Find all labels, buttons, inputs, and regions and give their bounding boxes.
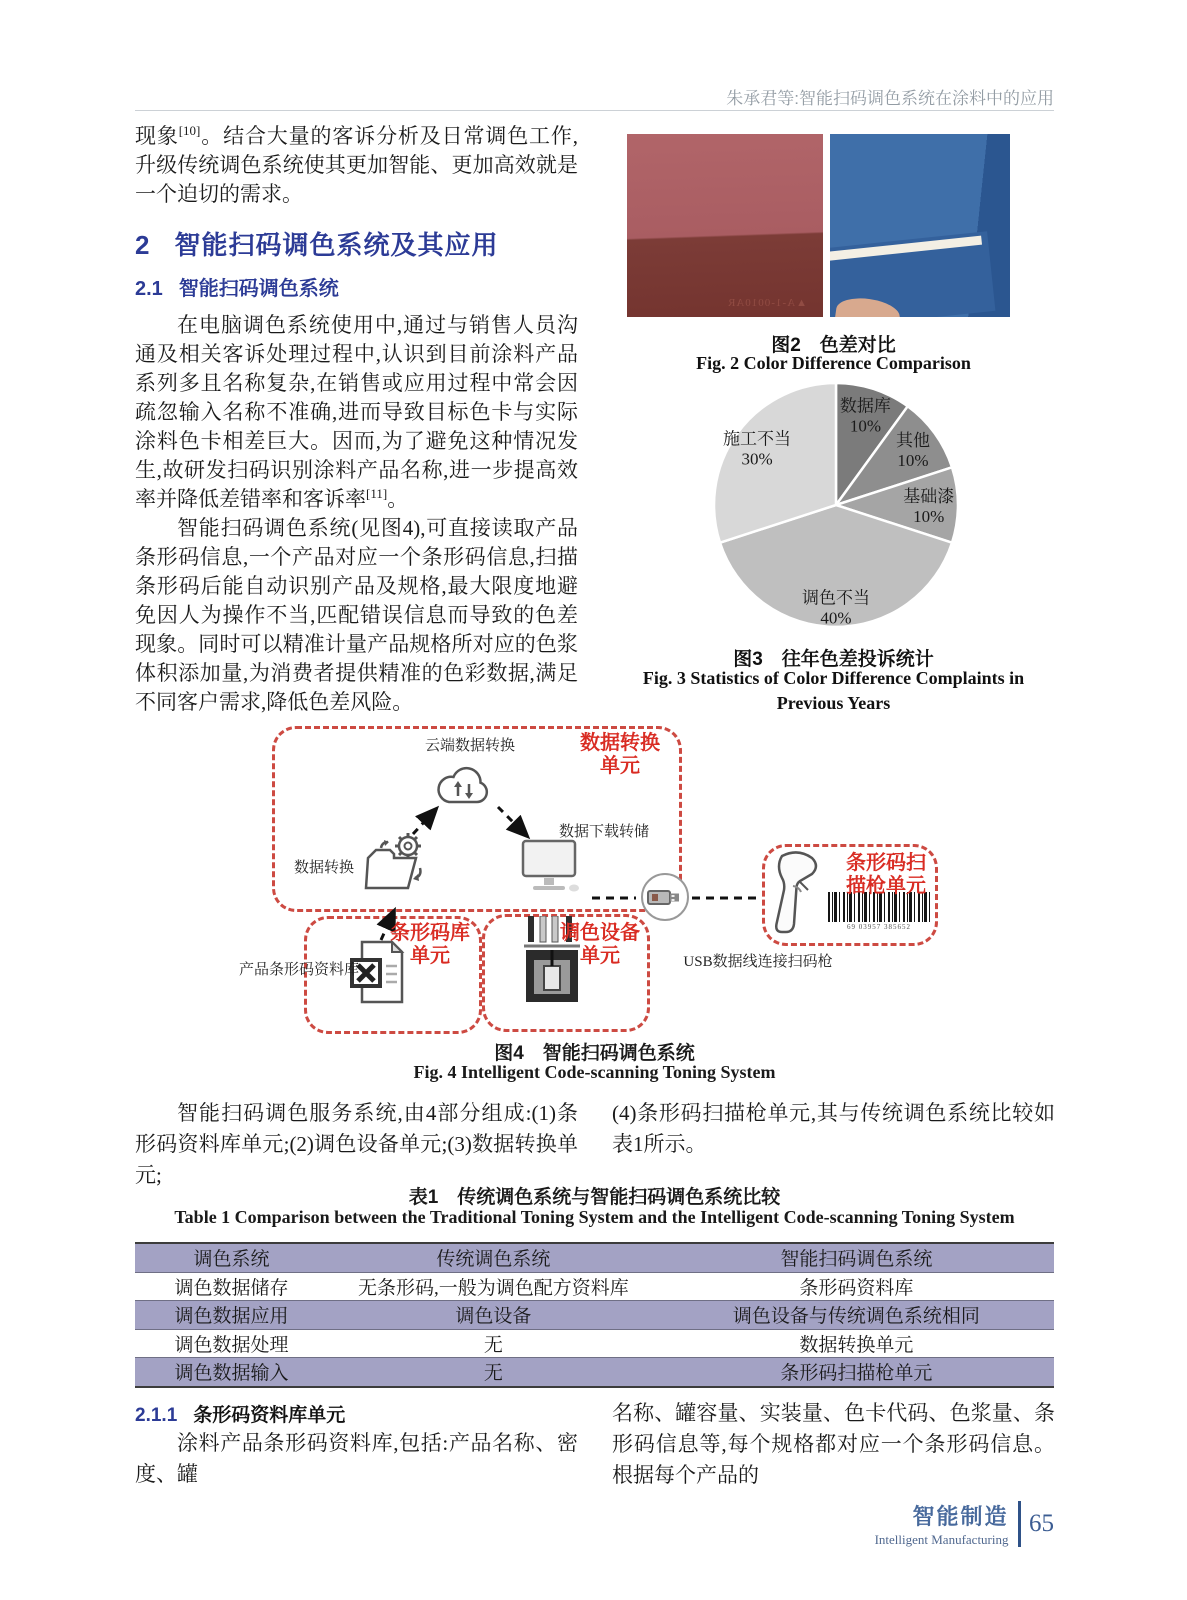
complaints-pie-chart xyxy=(612,372,1055,640)
intro-paragraph: 现象[10]。结合大量的客诉分析及日常调色工作,升级传统调色系统使其更加智能、更加高效就是一个迫切的需求。 xyxy=(135,123,579,206)
figure2-photos xyxy=(627,134,1010,317)
page-number: 65 xyxy=(1029,1510,1054,1537)
barcode-scanner-icon xyxy=(768,850,822,936)
body-paragraph-1: 在电脑调色系统使用中,通过与销售人员沟通及相关客诉处理过程中,认识到目前涂料产品系列多且名称复杂,在销售或应用过程中常会因疏忽输入名称不准确,进而导致目标色卡与实际涂料色卡相差巨大。因而,为了避免这种情况发生,故研发扫码识别涂料产品名称,进一步提高效率并降低差错率和客诉率[11]。 xyxy=(135,313,578,511)
figure3-caption-en-line1: Fig. 3 Statistics of Color Difference Complaints in xyxy=(642,668,1025,688)
section-2-heading: 2 智能扫码调色系统及其应用 xyxy=(135,230,499,260)
table1-caption-zh: 表1 传统调色系统与智能扫码调色系统比较 xyxy=(408,1187,781,1208)
color-card-photo-blue xyxy=(830,134,1010,317)
color-card-photo-red xyxy=(627,134,823,317)
page-footer xyxy=(875,1500,1054,1548)
figure4-caption-en: Fig. 4 Intelligent Code-scanning Toning System xyxy=(413,1062,776,1082)
color-card-code-label: ▲A-1-0010AR xyxy=(727,297,807,309)
table-row: 调色数据处理 无 数据转换单元 xyxy=(135,1329,1054,1358)
table1-caption-en: Table 1 Comparison between the Traditional Toning System and the Intelligent Code-scanning Toning System xyxy=(174,1207,1015,1227)
cloud-sync-icon xyxy=(432,760,494,810)
journal-brand-en: Intelligent Manufacturing xyxy=(874,1532,1009,1547)
header-rule xyxy=(135,110,1054,111)
table-row: 调色数据储存 无条形码,一般为调色配方资料库 条形码资料库 xyxy=(135,1272,1054,1301)
left-column xyxy=(135,122,578,717)
journal-brand-zh: 智能制造 xyxy=(912,1504,1009,1529)
citation-ref-11: [11] xyxy=(366,486,388,501)
figure2-caption-zh: 图2 色差对比 xyxy=(771,335,896,356)
figure4-caption-zh: 图4 智能扫码调色系统 xyxy=(494,1043,695,1064)
footer-divider xyxy=(1018,1501,1022,1547)
scanner-unit-label: 条形码扫 描枪单元 xyxy=(846,852,926,897)
pie-label-2: 基础漆 10% xyxy=(903,487,955,526)
product-barcode-db-label: 产品条形码资料库 xyxy=(238,962,359,978)
composition-paragraph-left: 智能扫码调色服务系统,由4部分组成:(1)条形码资料库单元;(2)调色设备单元;(3)数据转换单元; xyxy=(135,1101,578,1187)
data-download-label: 数据下载转储 xyxy=(558,824,649,840)
section-2-1-1-paragraph-left: 涂料产品条形码资料库,包括:产品名称、密度、罐 xyxy=(135,1431,578,1486)
pie-label-3: 调色不当 40% xyxy=(802,588,870,628)
computer-monitor-icon xyxy=(520,838,582,896)
body-paragraph-2: 智能扫码调色系统(见图4),可直接读取产品条形码信息,一个产品对应一个条形码信息,扫描条形码后能自动识别产品及规格,最大限度地避免因人为操作不当,匹配错误信息而导致的色差现象。同时可以精准计量产品规格所对应的色浆体积添加量,为消费者提供精准的色彩数据,满足不同客户需求,降低色差风险。 xyxy=(135,516,578,714)
running-title: 朱承君等:智能扫码调色系统在涂料中的应用 xyxy=(726,89,1054,108)
data-conversion-unit-label: 数据转换 单元 xyxy=(580,732,660,777)
usb-cable-note-label: USB数据线连接扫码枪 xyxy=(683,954,833,970)
figure2-caption-en: Fig. 2 Color Difference Comparison xyxy=(696,353,971,373)
table-row: 调色数据输入 无 条形码扫描枪单元 xyxy=(135,1358,1054,1387)
pie-label-0: 数据库 10% xyxy=(839,396,891,436)
table-row: 调色数据应用 调色设备 调色设备与传统调色系统相同 xyxy=(135,1301,1054,1330)
section-2-1-heading: 2.1 智能扫码调色系统 xyxy=(135,278,339,300)
toning-device-unit-label: 调色设备 单元 xyxy=(560,922,640,967)
section-2-1-1-paragraph-right: 名称、罐容量、实装量、色卡代码、色浆量、条形码信息等,每个规格都对应一个条形码信息。根据每个产品的 xyxy=(612,1401,1055,1487)
usb-plug-icon xyxy=(640,872,690,922)
section-2-1-1-heading: 2.1.1 条形码资料库单元 xyxy=(135,1405,346,1426)
comparison-table xyxy=(135,1242,1054,1388)
table-header-row: 调色系统 传统调色系统 智能扫码调色系统 xyxy=(135,1243,1054,1272)
figure3-caption-en-line2: Previous Years xyxy=(776,693,891,713)
composition-paragraph-right: (4)条形码扫描枪单元,其与传统调色系统比较如表1所示。 xyxy=(612,1101,1055,1156)
barcode-library-unit-label: 条形码库 单元 xyxy=(390,922,470,967)
data-conversion-label: 数据转换 xyxy=(293,860,354,876)
cloud-conversion-label: 云端数据转换 xyxy=(424,738,515,754)
citation-ref-10: [10] xyxy=(178,123,201,138)
pie-label-1: 其他 10% xyxy=(895,431,930,471)
figure3-caption-zh: 图3 往年色差投诉统计 xyxy=(733,649,934,670)
figure4-diagram xyxy=(230,712,950,1030)
folder-gear-icon xyxy=(364,830,426,892)
journal-brand xyxy=(875,1500,1009,1548)
pie-label-4: 施工不当 30% xyxy=(723,429,792,469)
barcode-digits: 69 03957 385652 xyxy=(847,923,911,931)
